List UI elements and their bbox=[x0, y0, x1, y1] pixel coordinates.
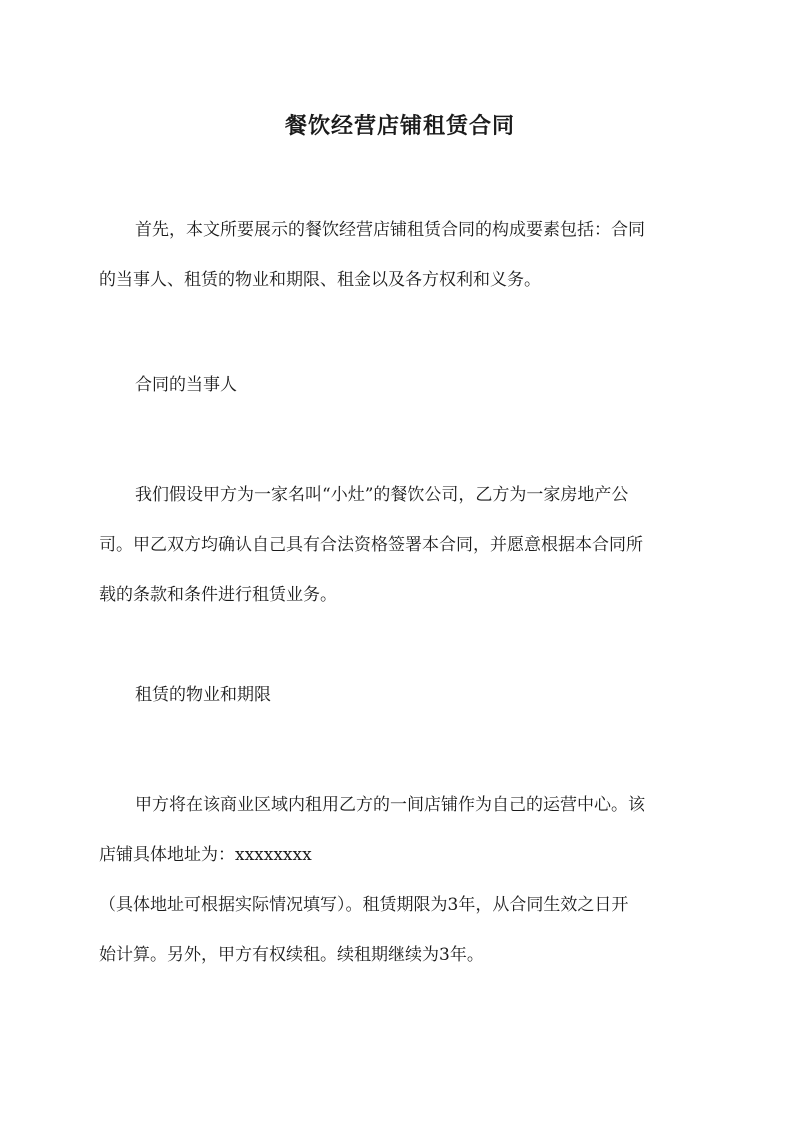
document-title: 餐饮经营店铺租赁合同 bbox=[284, 112, 515, 139]
paragraph-line: （具体地址可根据实际情况填写）。租赁期限为3年，从合同生效之日开 bbox=[99, 895, 629, 915]
paragraph-line: 店铺具体地址为：xxxxxxxx bbox=[99, 845, 312, 865]
paragraph-line: 始计算。另外，甲方有权续租。续租期继续为3年。 bbox=[99, 945, 484, 965]
paragraph-line: 司。甲乙双方均确认自己具有合法资格签署本合同，并愿意根据本合同所 bbox=[99, 535, 643, 555]
section-heading-property-term: 租赁的物业和期限 bbox=[135, 685, 271, 705]
paragraph-line: 我们假设甲方为一家名叫“小灶”的餐饮公司，乙方为一家房地产公 bbox=[135, 485, 629, 505]
parties-paragraph bbox=[99, 470, 699, 620]
intro-paragraph bbox=[99, 205, 699, 305]
paragraph-line: 甲方将在该商业区域内租用乙方的一间店铺作为自己的运营中心。该 bbox=[135, 795, 645, 815]
paragraph-line: 载的条款和条件进行租赁业务。 bbox=[99, 585, 337, 605]
property-term-paragraph bbox=[99, 780, 699, 980]
paragraph-line: 首先，本文所要展示的餐饮经营店铺租赁合同的构成要素包括：合同 bbox=[135, 220, 645, 240]
section-heading-parties: 合同的当事人 bbox=[135, 375, 237, 395]
paragraph-line: 的当事人、租赁的物业和期限、租金以及各方权利和义务。 bbox=[99, 270, 541, 290]
